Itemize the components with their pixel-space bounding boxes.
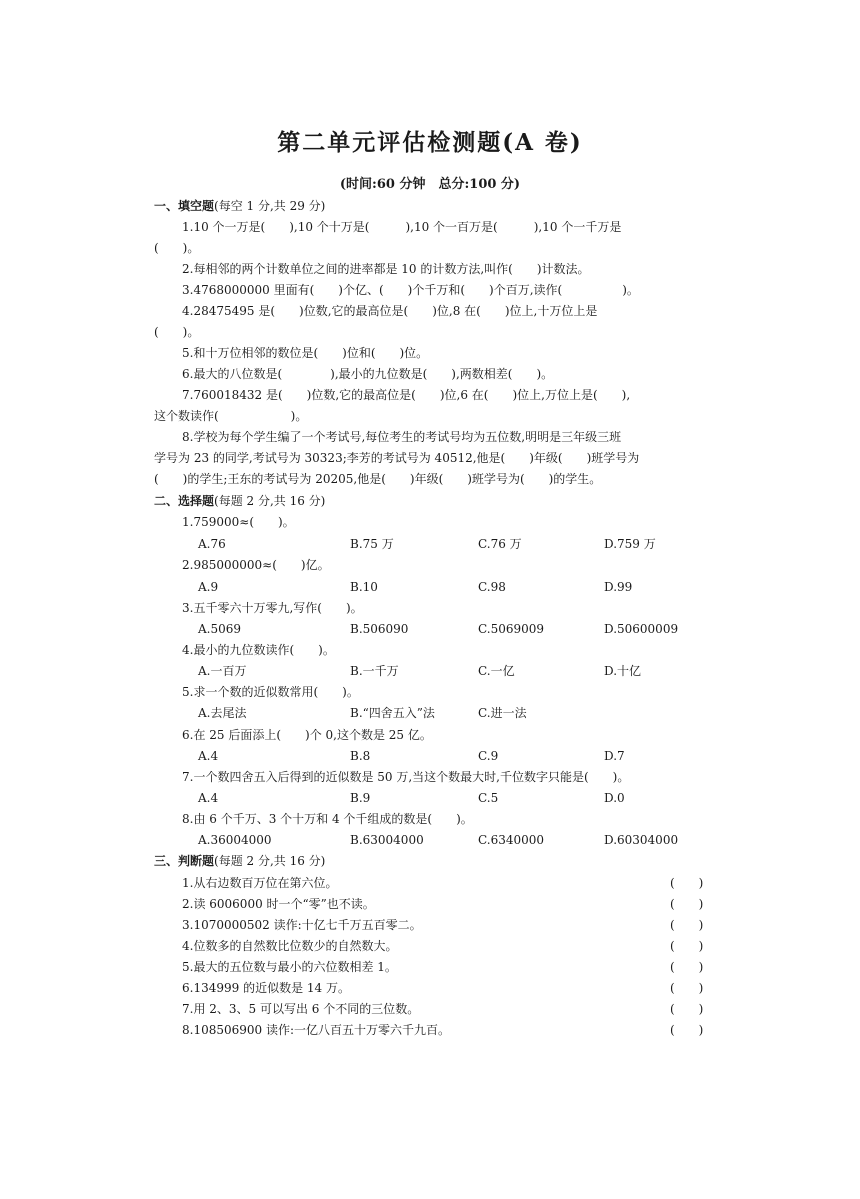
- choice-option: A.4: [198, 749, 219, 763]
- page-title: 第二单元评估检测题(A 卷): [277, 129, 583, 156]
- judge-item: 4.位数多的自然数比位数少的自然数大。: [182, 939, 398, 953]
- choice-question: 3.五千零六十万零九,写作( )。: [182, 601, 363, 615]
- choice-option: C.5069009: [478, 622, 545, 636]
- choice-option: D.759 万: [604, 537, 656, 551]
- choice-option: B.506090: [350, 622, 409, 636]
- section-note: (每题 2 分,共 16 分): [214, 854, 326, 868]
- question-line: 7.760018432 是( )位数,它的最高位是( )位,6 在( )位上,万位上是( ),: [182, 388, 631, 402]
- section-heading-true-false: [154, 853, 325, 869]
- judge-item: 3.1070000502 读作:十亿七千万五百零二。: [182, 918, 422, 932]
- choice-question: 1.759000≈( )。: [182, 515, 295, 529]
- choice-option: C.9: [478, 749, 499, 763]
- choice-option: C.5: [478, 791, 499, 805]
- choice-option: D.99: [604, 580, 633, 594]
- choice-option: C.76 万: [478, 537, 522, 551]
- choice-option: D.0: [604, 791, 625, 805]
- choice-option: A.36004000: [198, 833, 272, 847]
- question-line: ( )的学生;王东的考试号为 20205,他是( )年级( )班学号为( )的学生。: [154, 472, 602, 486]
- choice-option: C.98: [478, 580, 506, 594]
- choice-option: B.一千万: [350, 664, 399, 678]
- choice-option: B.8: [350, 749, 371, 763]
- question-line: 3.4768000000 里面有( )个亿、( )个千万和( )个百万,读作( )。: [182, 283, 639, 297]
- judge-item: 7.用 2、3、5 可以写出 6 个不同的三位数。: [182, 1002, 420, 1016]
- answer-paren: ( ): [670, 897, 704, 911]
- choice-question: 6.在 25 后面添上( )个 0,这个数是 25 亿。: [182, 728, 432, 742]
- section-note: (每空 1 分,共 29 分): [214, 199, 326, 213]
- judge-item: 8.108506900 读作:一亿八百五十万零六千九百。: [182, 1023, 451, 1037]
- choice-option: A.一百万: [198, 664, 247, 678]
- choice-option: A.76: [198, 537, 226, 551]
- answer-paren: ( ): [670, 918, 704, 932]
- section-title: 三、判断题: [154, 854, 215, 868]
- choice-question: 5.求一个数的近似数常用( )。: [182, 685, 359, 699]
- choice-question: 8.由 6 个千万、3 个十万和 4 个千组成的数是( )。: [182, 812, 473, 826]
- section-heading-fill-blank: [154, 198, 325, 214]
- question-line: ( )。: [154, 241, 200, 255]
- choice-question: 4.最小的九位数读作( )。: [182, 643, 335, 657]
- judge-item: 6.134999 的近似数是 14 万。: [182, 981, 350, 995]
- question-line: 学号为 23 的同学,考试号为 30323;李芳的考试号为 40512,他是( )年级( )班学号为: [154, 451, 640, 465]
- question-line: 4.28475495 是( )位数,它的最高位是( )位,8 在( )位上,十万位上是: [182, 304, 598, 318]
- choice-option: B.10: [350, 580, 378, 594]
- choice-option: D.十亿: [604, 664, 642, 678]
- section-title: 一、填空题: [154, 199, 215, 213]
- judge-item: 2.读 6006000 时一个“零”也不读。: [182, 897, 375, 911]
- choice-question: 7.一个数四舍五入后得到的近似数是 50 万,当这个数最大时,千位数字只能是( )。: [182, 770, 630, 784]
- question-line: 1.10 个一万是( ),10 个十万是( ),10 个一百万是( ),10 个一千万是: [182, 220, 622, 234]
- choice-option: C.6340000: [478, 833, 545, 847]
- judge-item: 1.从右边数百万位在第六位。: [182, 876, 338, 890]
- choice-option: A.5069: [198, 622, 242, 636]
- choice-option: B.75 万: [350, 537, 394, 551]
- choice-option: B.9: [350, 791, 371, 805]
- question-line: ( )。: [154, 325, 200, 339]
- choice-option: A.9: [198, 580, 219, 594]
- choice-option: D.50600009: [604, 622, 679, 636]
- section-heading-multiple-choice: [154, 493, 325, 509]
- answer-paren: ( ): [670, 981, 704, 995]
- choice-option: C.进一法: [478, 706, 527, 720]
- question-line: 8.学校为每个学生编了一个考试号,每位考生的考试号均为五位数,明明是三年级三班: [182, 430, 622, 444]
- choice-option: B.“四舍五入”法: [350, 706, 435, 720]
- choice-option: C.一亿: [478, 664, 515, 678]
- answer-paren: ( ): [670, 1023, 704, 1037]
- choice-option: D.7: [604, 749, 625, 763]
- question-line: 这个数读作( )。: [154, 409, 308, 423]
- choice-option: B.63004000: [350, 833, 424, 847]
- choice-option: A.去尾法: [198, 706, 247, 720]
- answer-paren: ( ): [670, 876, 704, 890]
- answer-paren: ( ): [670, 960, 704, 974]
- answer-paren: ( ): [670, 1002, 704, 1016]
- answer-paren: ( ): [670, 939, 704, 953]
- question-line: 5.和十万位相邻的数位是( )位和( )位。: [182, 346, 429, 360]
- question-line: 2.每相邻的两个计数单位之间的进率都是 10 的计数方法,叫作( )计数法。: [182, 262, 590, 276]
- exam-info: (时间:60 分钟 总分:100 分): [339, 177, 521, 192]
- choice-option: D.60304000: [604, 833, 679, 847]
- question-line: 6.最大的八位数是( ),最小的九位数是( ),两数相差( )。: [182, 367, 554, 381]
- section-title: 二、选择题: [154, 494, 215, 508]
- choice-option: A.4: [198, 791, 219, 805]
- choice-question: 2.985000000≈( )亿。: [182, 558, 330, 572]
- section-note: (每题 2 分,共 16 分): [214, 494, 326, 508]
- judge-item: 5.最大的五位数与最小的六位数相差 1。: [182, 960, 397, 974]
